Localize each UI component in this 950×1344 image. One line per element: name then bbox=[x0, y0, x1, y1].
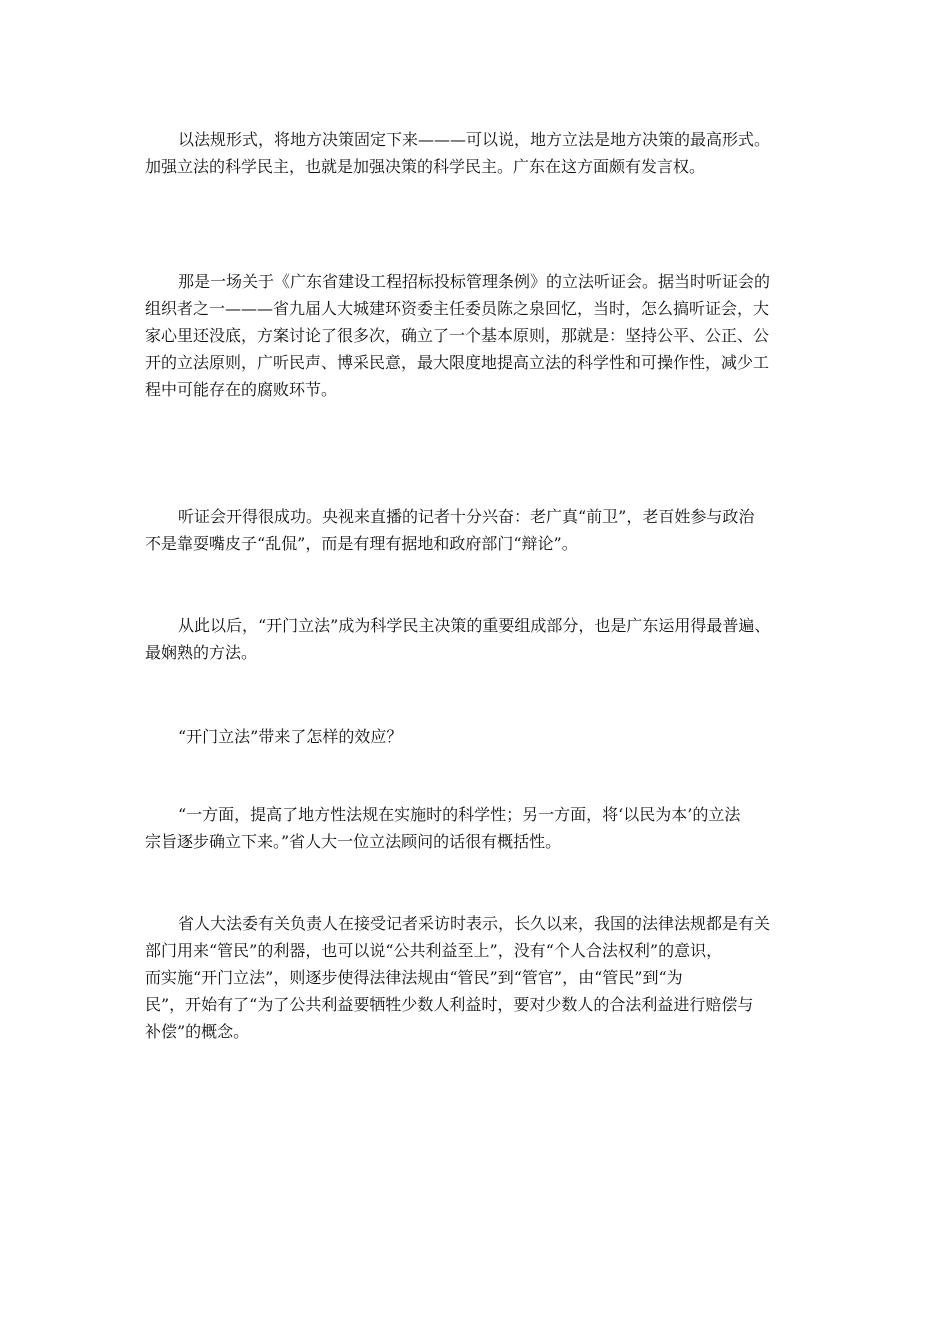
text-line: 宗旨逐步确立下来。”省人大一位立法顾问的话很有概括性。 bbox=[145, 832, 562, 851]
paragraph-3 bbox=[145, 503, 810, 557]
paragraph-4 bbox=[145, 612, 810, 666]
text-line: 那是一场关于《广东省建设工程招标投标管理条例》的立法听证会。据当时听证会的 bbox=[178, 272, 771, 291]
paragraph-7 bbox=[145, 910, 810, 1045]
paragraph-1 bbox=[145, 126, 810, 180]
text-line: 而实施“开门立法”，则逐步使得法律法规由“管民”到“管官”，由“管民”到“为 bbox=[145, 968, 683, 987]
text-line: “开门立法”带来了怎样的效应？ bbox=[178, 727, 403, 746]
paragraph-2 bbox=[145, 268, 810, 403]
text-line: 部门用来“管民”的利器，也可以说“公共利益至上”，没有“个人合法权利”的意识， bbox=[145, 941, 723, 960]
paragraph-5 bbox=[145, 723, 810, 750]
text-line: 民”，开始有了“为了公共利益要牺牲少数人利益时，要对少数人的合法利益进行赔偿与 bbox=[145, 995, 754, 1014]
text-line: 补偿”的概念。 bbox=[145, 1022, 250, 1041]
text-line: “一方面，提高了地方性法规在实施时的科学性；另一方面，将‘以民为本’的立法 bbox=[178, 805, 741, 824]
text-line: 以法规形式，将地方决策固定下来———可以说，地方立法是地方决策的最高形式。 bbox=[178, 130, 771, 149]
text-line: 不是靠耍嘴皮子“乱侃”，而是有理有据地和政府部门“辩论”。 bbox=[145, 534, 578, 553]
text-line: 从此以后，“开门立法”成为科学民主决策的重要组成部分，也是广东运用得最普遍、 bbox=[178, 616, 771, 635]
text-line: 组织者之一———省九届人大城建环资委主任委员陈之泉回忆，当时，怎么搞听证会，大 bbox=[145, 299, 770, 318]
text-line: 加强立法的科学民主，也就是加强决策的科学民主。广东在这方面颇有发言权。 bbox=[145, 157, 706, 176]
text-line: 开的立法原则，广听民声、博采民意，最大限度地提高立法的科学性和可操作性，减少工 bbox=[145, 353, 770, 372]
text-line: 省人大法委有关负责人在接受记者采访时表示，长久以来，我国的法律法规都是有关 bbox=[178, 914, 771, 933]
text-line: 家心里还没底，方案讨论了很多次，确立了一个基本原则，那就是：坚持公平、公正、公 bbox=[145, 326, 770, 345]
text-line: 程中可能存在的腐败环节。 bbox=[145, 380, 338, 399]
text-line: 听证会开得很成功。央视来直播的记者十分兴奋：老广真“前卫”，老百姓参与政治 bbox=[178, 507, 755, 526]
paragraph-6 bbox=[145, 801, 810, 855]
text-line: 最娴熟的方法。 bbox=[145, 643, 258, 662]
